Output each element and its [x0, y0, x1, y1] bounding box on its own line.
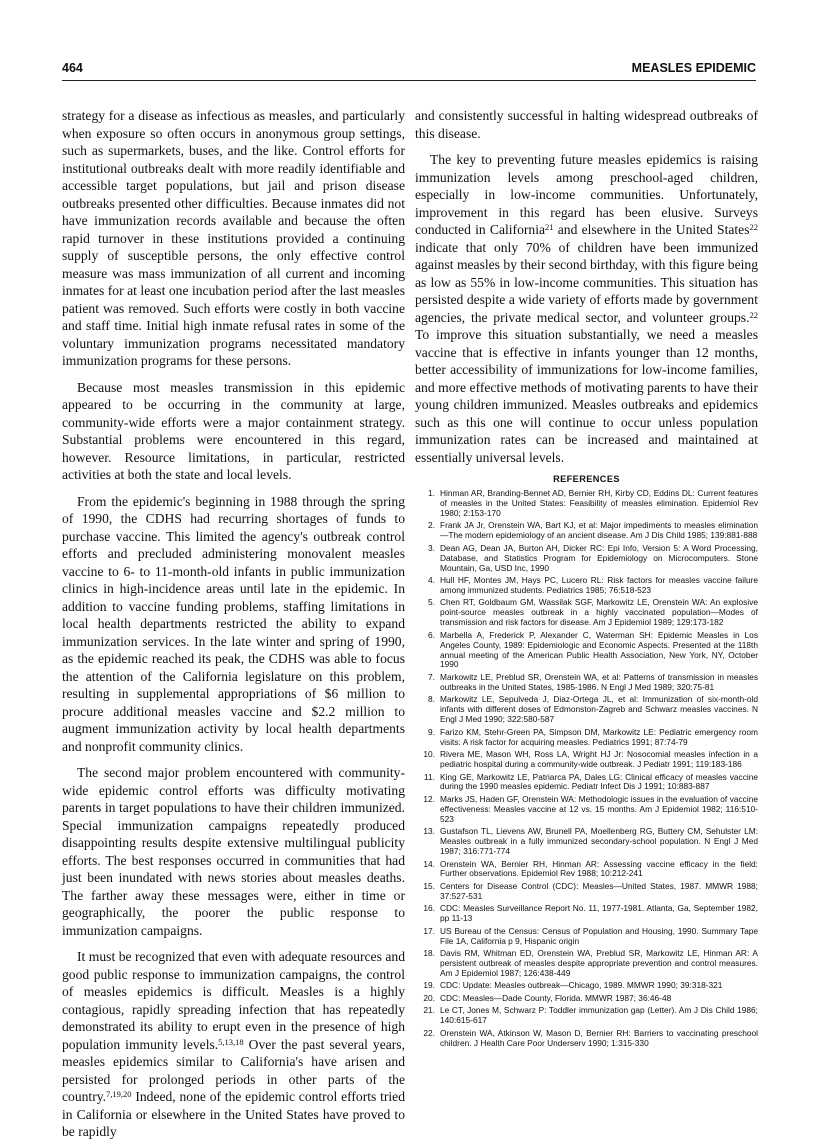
reference-number: 17.	[423, 925, 435, 936]
reference-text: Marbella A, Frederick P, Alexander C, Waterman SH: Epidemic Measles in Los Angeles County, 1989: Epidemiologic and Economic Aspects. Presented at the 118th annual meeting of the American Public Health Association, New York, NY, October 1990	[440, 629, 758, 670]
reference-text: Le CT, Jones M, Schwarz P: Toddler immunization gap (Letter). Am J Dis Child 1986; 140:615-617	[440, 1005, 758, 1026]
reference-item	[415, 728, 758, 748]
reference-number: 7.	[428, 671, 435, 682]
reference-text: Davis RM, Whitman ED, Orenstein WA, Preblud SR, Markowitz LE, Hinman AR: A persistent outbreak of measles despite appropriate prevention and control measures. Am J Epidemiol 1987; 126:438-449	[440, 948, 758, 978]
body-paragraph	[62, 493, 405, 756]
body-paragraph	[62, 764, 405, 939]
reference-item	[415, 882, 758, 902]
reference-item	[415, 631, 758, 671]
reference-number: 10.	[423, 749, 435, 760]
body-paragraph	[62, 107, 405, 370]
paragraph-text: and consistently successful in halting widespread outbreaks of this disease.	[415, 108, 758, 141]
reference-number: 12.	[423, 793, 435, 804]
reference-number: 9.	[428, 726, 435, 737]
reference-text: Marks JS, Haden GF, Orenstein WA: Methodologic issues in the evaluation of vaccine effectiveness: Measles vaccine at 12 vs. 15 months. Am J Epidemiol 1982; 116:510-523	[440, 793, 758, 824]
reference-text: Chen RT, Goldbaum GM, Wassilak SGF, Markowitz LE, Orenstein WA: An explosive point-source measles outbreak in a highly vaccinated population—Modes of transmission and risk factors for disease. Am J Epidemiol 1989; 129:173-182	[440, 597, 758, 628]
reference-number: 2.	[428, 520, 435, 531]
left-column-body	[62, 107, 405, 1141]
reference-item	[415, 750, 758, 770]
reference-item	[415, 827, 758, 857]
references-heading: REFERENCES	[553, 474, 620, 484]
reference-item	[415, 489, 758, 519]
reference-text: Hull HF, Montes JM, Hays PC, Lucero RL: Risk factors for measles vaccine failure among immunized students. Pediatrics 1985; 76:518-523	[440, 575, 758, 595]
citation-superscript: 22	[749, 222, 758, 232]
reference-text: Dean AG, Dean JA, Burton AH, Dicker RC: Epi Info, Version 5: A Word Processing, Database, and Statistics Program for Epidemiology on Microcomputers. Stone Mountain, Ga, USD Inc, 1990	[440, 542, 758, 573]
reference-text: US Bureau of the Census: Census of Population and Housing, 1990. Summary Tape File 1A, California p 9, Hispanic origin	[440, 925, 758, 946]
reference-item	[415, 673, 758, 693]
reference-item	[415, 1006, 758, 1026]
citation-superscript: 21	[545, 222, 554, 232]
paragraph-text: To improve this situation substantially, we need a measles vaccine that is effective in infants younger than 12 months, better accessibility of immunizations for low-income families, and more effective methods of motivating parents to have their young children immunized. Measles outbreaks and epidemics such as this one will continue to occur unless population immunization rates can be increased and maintained at essentially universal levels.	[415, 327, 758, 465]
reference-number: 22.	[423, 1027, 435, 1038]
citation-superscript: 5,13,18	[218, 1036, 244, 1047]
reference-item	[415, 904, 758, 924]
reference-text: Farizo KM, Stehr-Green PA, Simpson DM, Markowitz LE: Pediatric emergency room visits: A risk factor for acquiring measles. Pediatrics 1991; 87:74-79	[440, 726, 758, 747]
reference-text: Markowitz LE, Sepulveda J, Diaz-Ortega JL, et al: Immunization of six-month-old infants with different doses of Edmonston-Zagreb and Schwarz measles vaccines. N Engl J Med 1990; 322:580-587	[440, 694, 758, 725]
paragraph-text: strategy for a disease as infectious as measles, and particularly when exposure so often occurs in anonymous group settings, such as supermarkets, buses, and the like. Control efforts for institutional outbreaks dealt with more readily identifiable and accessible target populations, but jail and prison disease outbreaks presented other difficulties. Because inmates did not have immunization records available and because the often rapid turnover in these institutions provided a continuing supply of susceptible persons, the only effective control measure was mass immunization of all current and incoming inmates for at least one incubation period after the last measles patient was removed. Such efforts were costly in both vaccine and staff time. Initial high inmate refusal rates in some of the voluntary immunization programs necessitated mandatory immunization programs for these persons.	[62, 108, 405, 368]
reference-number: 13.	[423, 826, 435, 837]
reference-item	[415, 521, 758, 541]
citation-superscript: 22	[749, 309, 758, 320]
reference-item	[415, 795, 758, 825]
paragraph-text: and elsewhere in the United States	[553, 222, 750, 237]
reference-number: 8.	[428, 694, 435, 705]
left-column	[62, 107, 405, 1141]
body-paragraph	[415, 151, 758, 466]
reference-number: 4.	[428, 575, 435, 586]
reference-number: 5.	[428, 597, 435, 608]
reference-number: 6.	[428, 629, 435, 640]
reference-item	[415, 994, 758, 1004]
paragraph-text: It must be recognized that even with adequate resources and good public response to immunization campaigns, the control of measles epidemics is difficult. Measles is a highly contagious, rapidly spreading infection that has repeatedly demonstrated its ability to erupt even in the presence of high population immunity levels.	[62, 949, 405, 1052]
reference-number: 16.	[423, 903, 435, 914]
body-paragraph	[62, 379, 405, 484]
reference-number: 3.	[428, 542, 435, 553]
reference-item	[415, 1029, 758, 1049]
reference-number: 18.	[423, 948, 435, 959]
reference-item	[415, 695, 758, 725]
reference-text: CDC: Measles Surveillance Report No. 11, 1977-1981. Atlanta, Ga, September 1982, pp 11-13	[440, 903, 758, 924]
reference-text: Hinman AR, Branding-Bennet AD, Bernier RH, Kirby CD, Eddins DL: Current features of measles in the United States: Feasibility of measles elimination. Epidemiol Rev 1980; 2:153-170	[440, 488, 758, 518]
reference-text: Rivera ME, Mason WH, Ross LA, Wright HJ Jr: Nosocomial measles infection in a pediatric hospital during a community-wide outbreak. J Pediatr 1991; 119:183-186	[440, 749, 758, 769]
right-column	[415, 107, 758, 1051]
paragraph-text: Because most measles transmission in this epidemic appeared to be occurring in the community at large, community-wide efforts were a major containment strategy. Substantial problems were encountered in this regard, however. Resource limitations, in particular, restricted activities at both the state and local levels.	[62, 379, 405, 482]
paragraph-text: Over the past several years, measles epidemics similar to California's have arisen and persisted for prolonged periods in other parts of the country.	[62, 1036, 405, 1104]
reference-text: King GE, Markowitz LE, Patriarca PA, Dales LG: Clinical efficacy of measles vaccine during the 1990 measles epidemic. Pediatr Infect Dis J 1991; 10:883-887	[440, 771, 758, 792]
citation-superscript: 7,19,20	[106, 1089, 132, 1099]
body-paragraph	[62, 948, 405, 1141]
page-header	[62, 57, 756, 79]
body-paragraph	[415, 107, 758, 142]
paragraph-text: From the epidemic's beginning in 1988 through the spring of 1990, the CDHS had recurring shortages of funds to purchase vaccine. This limited the agency's outbreak control efforts and precluded administering monovalent measles vaccine to 6- to 11-month-old infants in public immunization clinics in high-incidence areas until late in the epidemic. In addition to vaccine funding problems, staffing limitations in local health departments restricted the ability to expand immunization services. In the late winter and spring of 1990, as the epidemic reached its peak, the CDHS was able to focus the attention of the California legislature on this problem, resulting in supplemental appropriations of $6 million to procure additional measles vaccine and $2.2 million to augment immunization activity by local health departments and nonprofit community clinics.	[62, 493, 405, 754]
reference-number: 21.	[423, 1005, 435, 1016]
reference-number: 20.	[423, 992, 435, 1003]
paragraph-text: indicate that only 70% of children have been immunized against measles by their second birthday, with this figure being as low as 55% in low-income communities. This situation has persisted despite a wide variety of efforts made by government agencies, the private medical sector, and volunteer groups.	[415, 239, 758, 325]
page-number: 464	[62, 61, 83, 75]
reference-number: 15.	[423, 880, 435, 891]
header-rule	[62, 80, 756, 81]
reference-item	[415, 949, 758, 979]
reference-text: CDC: Update: Measles outbreak—Chicago, 1989. MMWR 1990; 39:318-321	[440, 980, 723, 991]
reference-item	[415, 860, 758, 880]
reference-text: Orenstein WA, Bernier RH, Hinman AR: Assessing vaccine efficacy in the field: Further observations. Epidemiol Rev 1988; 10:212-241	[440, 858, 758, 879]
reference-item	[415, 544, 758, 574]
reference-text: CDC: Measles—Dade County, Florida. MMWR 1987; 36:46-48	[440, 992, 672, 1003]
reference-number: 19.	[423, 980, 435, 991]
paragraph-text: The second major problem encountered with community-wide epidemic control efforts was difficulty motivating parents in target populations to have their children immunized. Special immunization campaigns repeatedly produced disappointing results despite extensive multilingual publicity efforts. The best responses occurred in communities that had just been inundated with news stories about measles deaths. The farther away these messages were, either in time or geographically, the poorer the public response to immunization campaigns.	[62, 765, 405, 938]
reference-item	[415, 773, 758, 793]
reference-item	[415, 576, 758, 596]
paragraph-text: The key to preventing future measles epidemics is raising immunization levels among preschool-aged children, especially in low-income communities. Unfortunately, improvement in this regard has been elusive. Surveys conducted in California	[415, 152, 758, 237]
reference-text: Gustafson TL, Lievens AW, Brunell PA, Moellenberg RG, Buttery CM, Sehulster LM: Measles outbreak in a fully immunized secondary-school population. N Engl J Med 1987; 316:771-774	[440, 826, 758, 857]
reference-item	[415, 981, 758, 991]
reference-item	[415, 598, 758, 628]
right-column-body	[415, 107, 758, 466]
reference-text: Centers for Disease Control (CDC): Measles—United States, 1987. MMWR 1988; 37:527-531	[440, 880, 758, 901]
reference-number: 11.	[424, 771, 435, 782]
reference-number: 1.	[428, 488, 435, 498]
reference-number: 14.	[423, 858, 435, 869]
running-title: MEASLES EPIDEMIC	[631, 61, 756, 75]
paragraph-text: Indeed, none of the epidemic control efforts tried in California or elsewhere in the United States have proved to be rapidly	[62, 1089, 405, 1139]
reference-text: Orenstein WA, Atkinson W, Mason D, Bernier RH: Barriers to vaccinating preschool children. J Health Care Poor Underserv 1990; 1:315-330	[440, 1027, 758, 1048]
reference-text: Markowitz LE, Preblud SR, Orenstein WA, et al: Patterns of transmission in measles outbreaks in the United States, 1985-1986. N Engl J Med 1989; 320:75-81	[440, 671, 758, 692]
reference-text: Frank JA Jr, Orenstein WA, Bart KJ, et al: Major impediments to measles elimination—The modern epidemiology of an ancient disease. Am J Dis Child 1985; 139:881-888	[440, 520, 758, 541]
references-list	[415, 489, 758, 1049]
reference-item	[415, 927, 758, 947]
